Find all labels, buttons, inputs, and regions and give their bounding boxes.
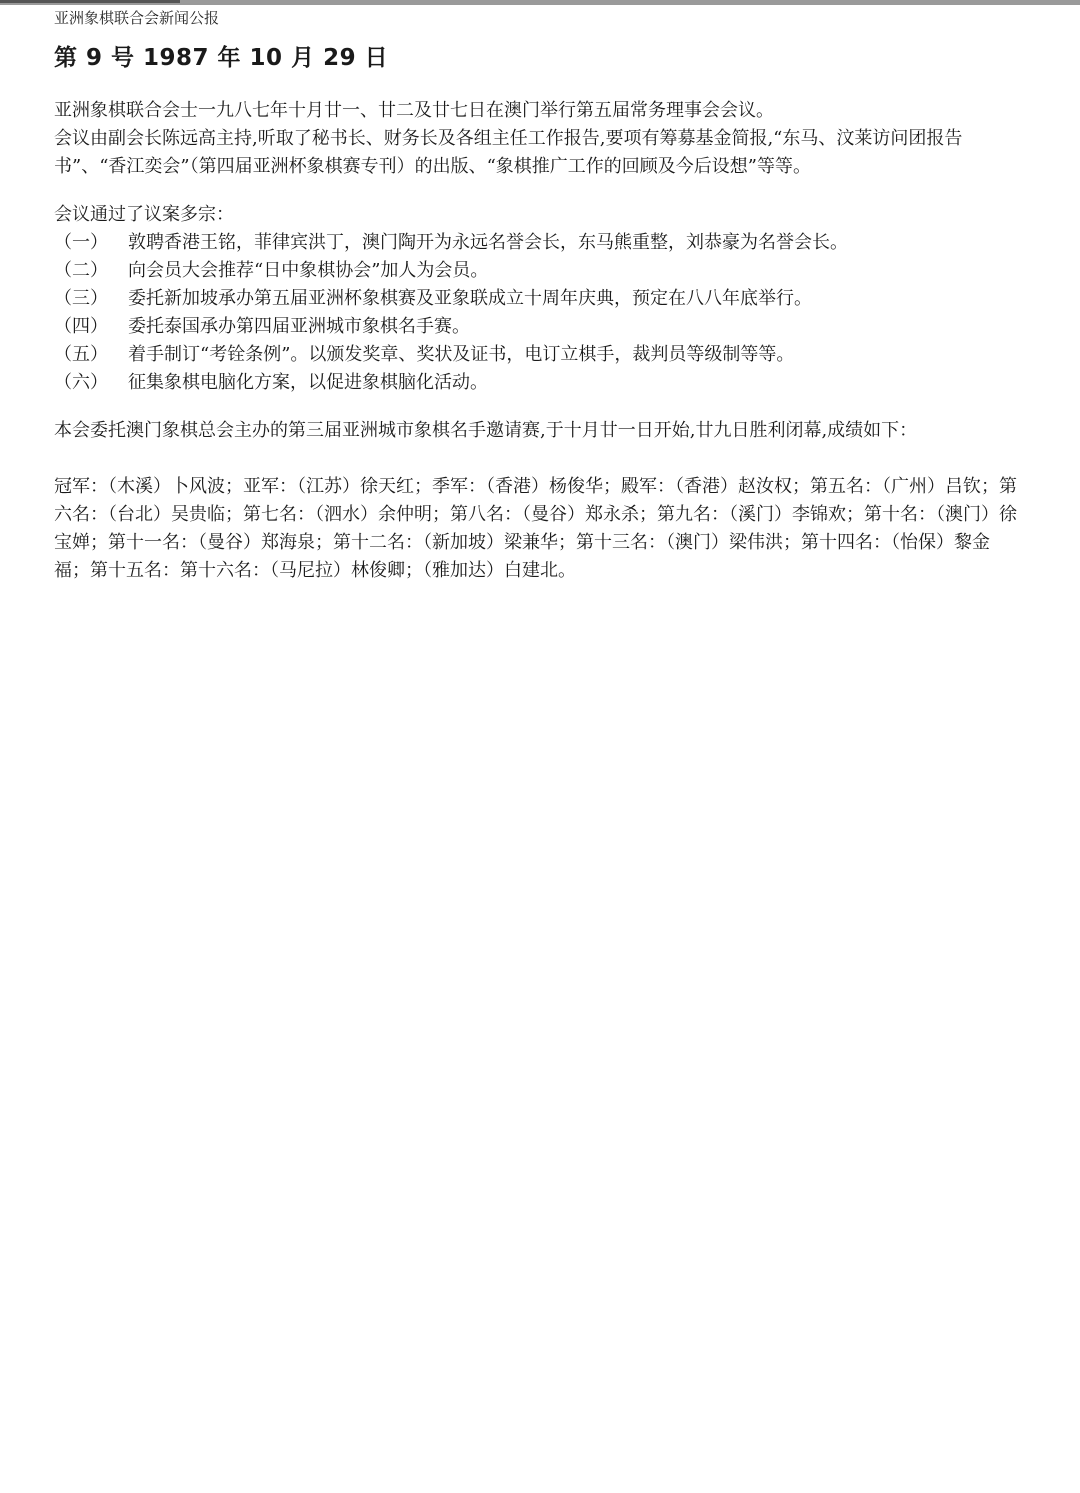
resolution-text: 着手制订“考铨条例”。以颁发奖章、奖状及证书，电订立棋手，裁判员等级制等等。 [128,344,795,365]
publication-header: 亚洲象棋联合会新闻公报 [54,9,220,27]
resolution-text: 敦聘香港王铭，菲律宾洪丁，澳门陶开为永远名誉会长，东马熊重整，刘恭豪为名誉会长。 [128,232,848,253]
results-paragraph: 冠军：（木溪）卜风波；亚军：（江苏）徐天红；季军：（香港）杨俊华；殿军：（香港）赵汝权；第五名：（广州）吕钦；第六名：（台北）吴贵临；第七名：（泗水）余仲明；第八名：（曼谷）郑永杀；第九名：（溪门）李锦欢；第十名：（澳门）徐宝婵；第十一名：（曼谷）郑海泉；第十二名：（新加坡）梁兼华；第十三名：（澳门）梁伟洪；第十四名：（怡保）黎金福；第十五名：第十六名：（马尼拉）林俊卿；（雅加达）白建北。 [54,476,1017,581]
issue-title: 第 9 号 1987 年 10 月 29 日 [54,45,389,71]
resolution-item [54,229,1024,257]
intro-paragraph-2: 会议由副会长陈远高主持,听取了秘书长、财务长及各组主任工作报告,要项有筹募基金简报,“东马、汶莱访问团报告书”、“香江奕会”（第四届亚洲杯象棋赛专刊）的出版、“象棋推广工作的回顾及今后设想”等等。 [54,128,963,177]
resolution-number: （六） [54,372,108,393]
intro-paragraph-1: 亚洲象棋联合会士一九八七年十月廿一、廿二及廿七日在澳门举行第五届常务理事会会议。 [54,100,774,121]
resolution-item [54,285,1024,313]
resolution-text: 征集象棋电脑化方案，以促进象棋脑化活动。 [128,372,488,393]
resolution-text: 委托新加坡承办第五届亚洲杯象棋赛及亚象联成立十周年庆典，预定在八八年底举行。 [128,288,812,309]
resolutions-heading: 会议通过了议案多宗： [54,204,234,225]
resolution-item [54,257,1024,285]
top-border-accent [0,0,180,3]
bulletin-body [54,97,1024,585]
tournament-paragraph: 本会委托澳门象棋总会主办的第三届亚洲城市象棋名手邀请赛,于十月廿一日开始,廿九日胜利闭幕,成绩如下： [54,420,918,441]
resolutions-list [54,229,1024,397]
resolution-text: 委托泰国承办第四届亚洲城市象棋名手赛。 [128,316,470,337]
resolution-item [54,341,1024,369]
resolution-text: 向会员大会推荐“日中象棋协会”加人为会员。 [128,260,489,281]
resolution-number: （五） [54,344,108,365]
resolution-item [54,313,1024,341]
resolution-number: （四） [54,316,108,337]
resolution-number: （二） [54,260,108,281]
resolution-number: （三） [54,288,108,309]
resolution-number: （一） [54,232,108,253]
resolution-item [54,369,1024,397]
